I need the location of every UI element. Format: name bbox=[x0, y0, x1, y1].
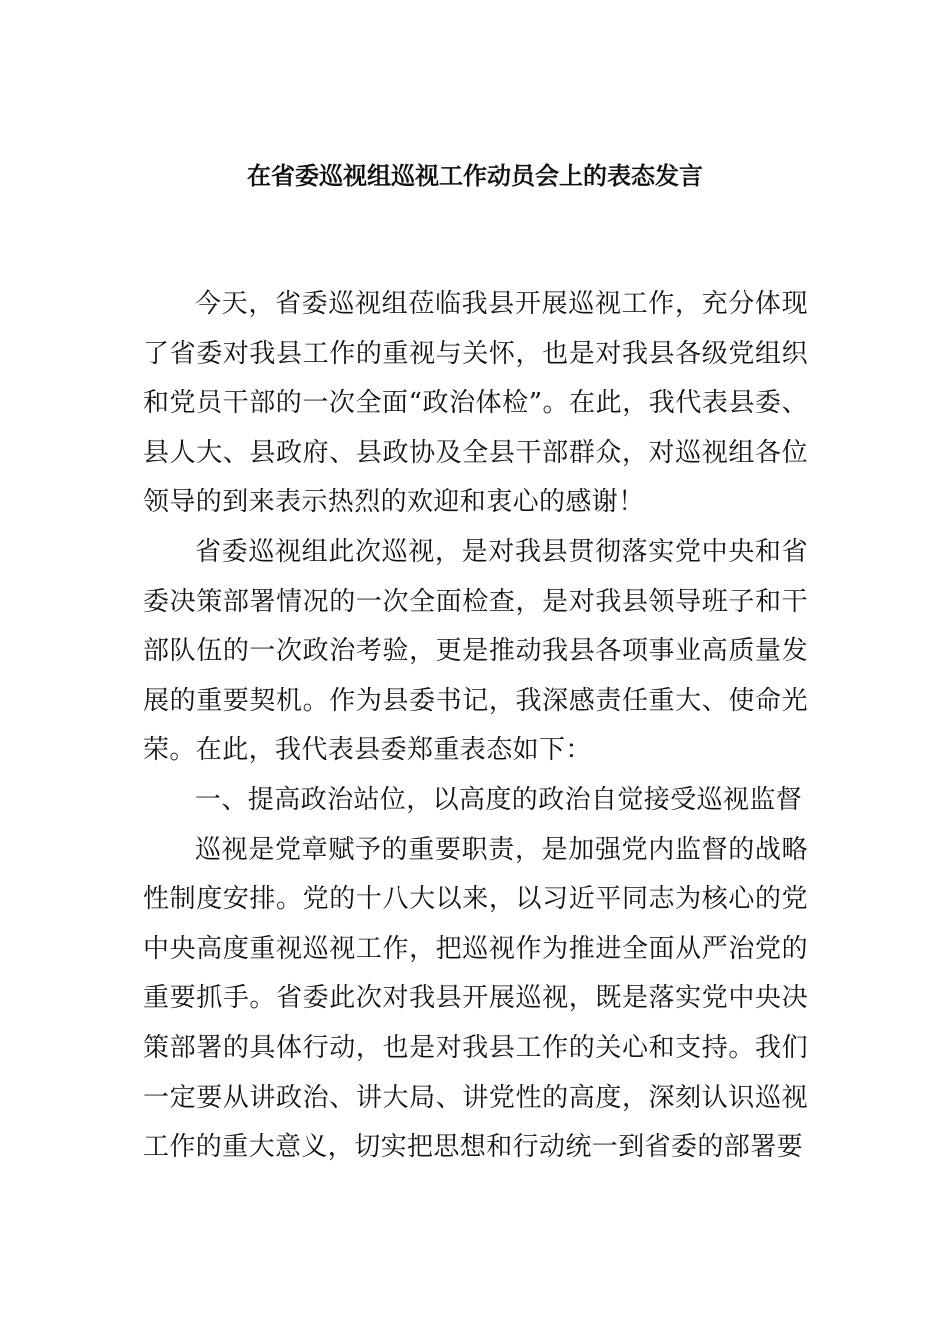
paragraph-opening: 今天，省委巡视组莅临我县开展巡视工作，充分体现了省委对我县工作的重视与关怀，也是对我县各级党组织和党员干部的一次全面“政治体检”。在此，我代表县委、县人大、县政府、县政协及全县干部群众，对巡视组各位领导的到来表示热烈的欢迎和衷心的感谢！ bbox=[143, 289, 808, 518]
document-body bbox=[143, 280, 808, 1173]
document-title: 在省委巡视组巡视工作动员会上的表态发言 bbox=[247, 162, 703, 190]
paragraph-section-1: 巡视是党章赋予的重要职责，是加强党内监督的战略性制度安排。党的十八大以来，以习近平同志为核心的党中央高度重视巡视工作，把巡视作为推进全面从严治党的重要抓手。省委此次对我县开展巡视，既是落实党中央决策部署的具体行动，也是对我县工作的关心和支持。我们一定要从讲政治、讲大局、讲党性的高度，深刻认识巡视工作的重大意义，切实把思想和行动统一到省委的部署要 bbox=[143, 834, 808, 1163]
section-heading-1: 一、提高政治站位，以高度的政治自觉接受巡视监督 bbox=[195, 784, 803, 815]
paragraph-purpose: 省委巡视组此次巡视，是对我县贯彻落实党中央和省委决策部署情况的一次全面检查，是对我县领导班子和干部队伍的一次政治考验，更是推动我县各项事业高质量发展的重要契机。作为县委书记，我深感责任重大、使命光荣。在此，我代表县委郑重表态如下： bbox=[143, 536, 808, 766]
